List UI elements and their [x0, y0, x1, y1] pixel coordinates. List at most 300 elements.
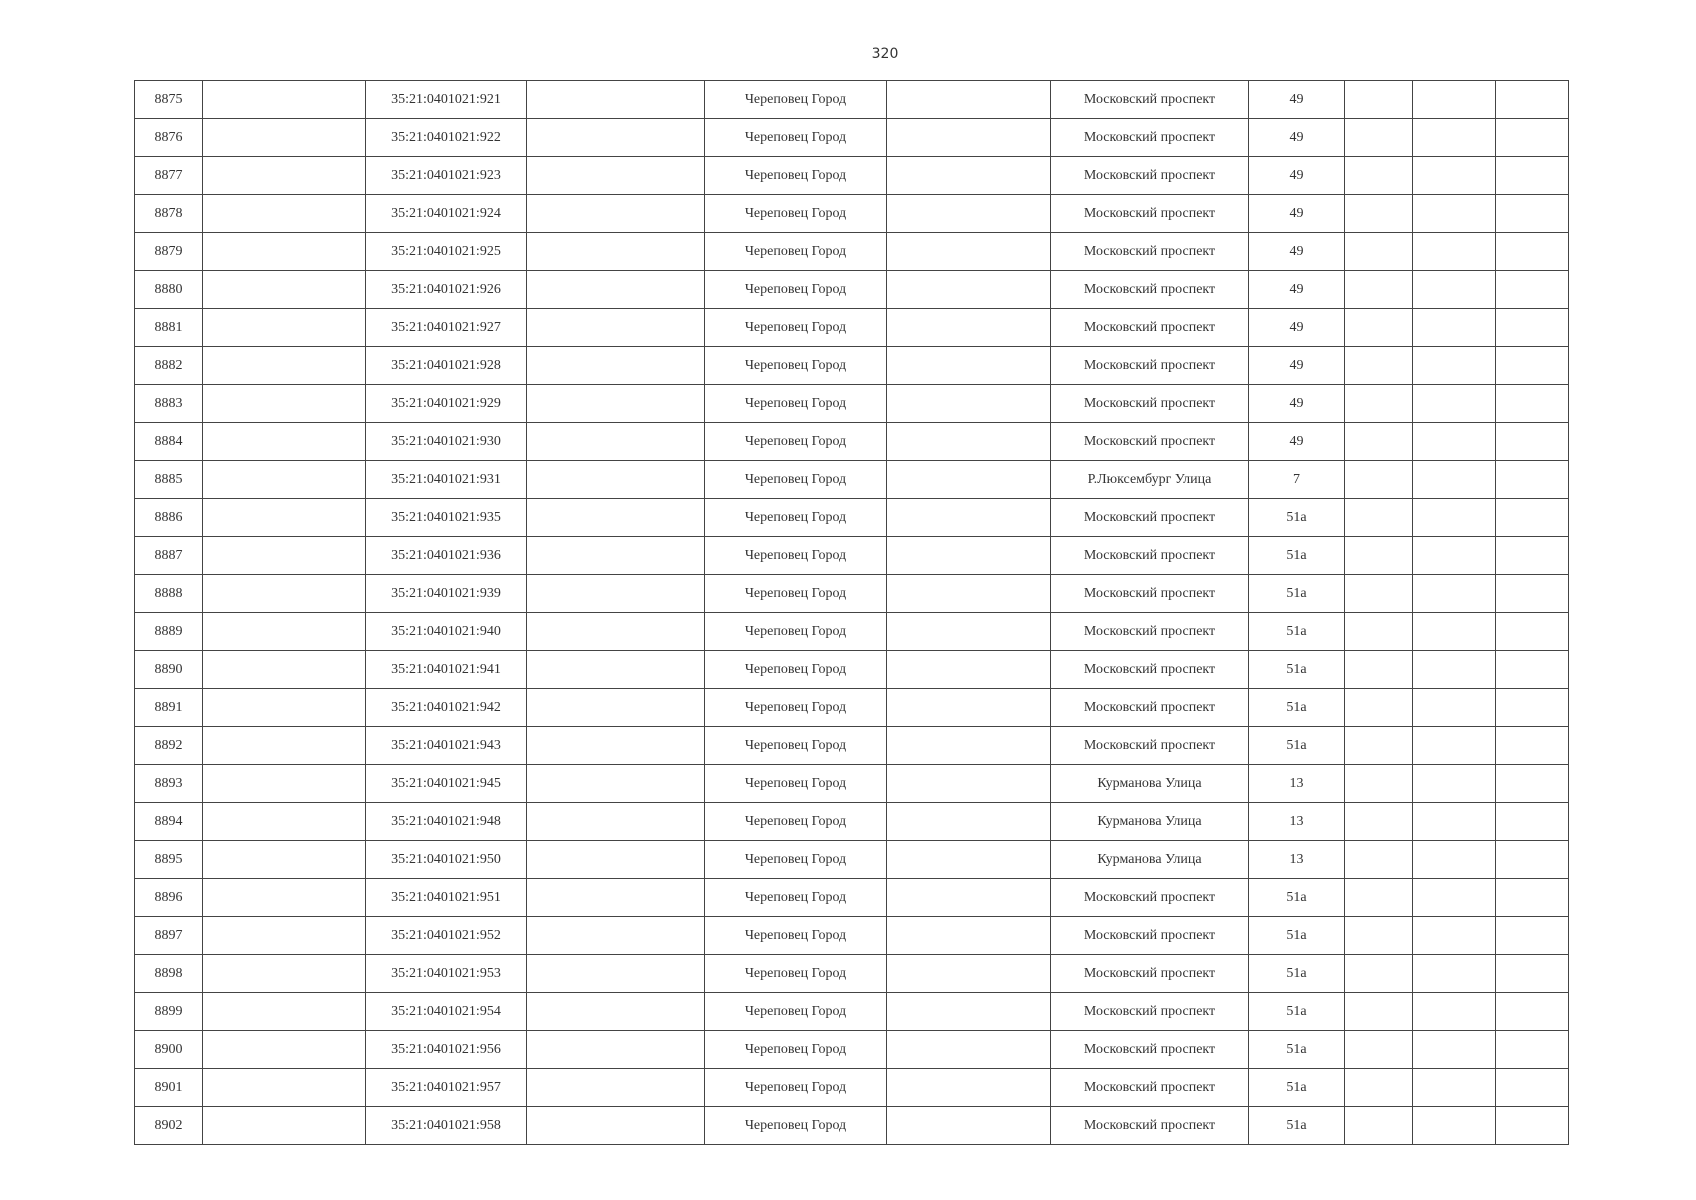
empty-cell: [527, 157, 705, 195]
cadastral-number-cell: 35:21:0401021:958: [366, 1107, 527, 1145]
empty-cell: [1496, 347, 1569, 385]
empty-cell: [1496, 727, 1569, 765]
empty-cell: [1496, 423, 1569, 461]
cadastral-number-cell: 35:21:0401021:928: [366, 347, 527, 385]
empty-cell: [203, 575, 366, 613]
house-number-cell: 51а: [1249, 1031, 1345, 1069]
street-cell: Московский проспект: [1051, 309, 1249, 347]
city-cell: Череповец Город: [705, 81, 887, 119]
empty-cell: [1413, 841, 1496, 879]
empty-cell: [527, 765, 705, 803]
street-cell: Московский проспект: [1051, 651, 1249, 689]
empty-cell: [887, 765, 1051, 803]
table-row: [135, 727, 1569, 765]
empty-cell: [1496, 119, 1569, 157]
street-cell: Московский проспект: [1051, 499, 1249, 537]
empty-cell: [527, 233, 705, 271]
empty-cell: [1413, 233, 1496, 271]
house-number-cell: 51а: [1249, 499, 1345, 537]
row-number-cell: 8884: [135, 423, 203, 461]
empty-cell: [1345, 879, 1413, 917]
empty-cell: [203, 385, 366, 423]
house-number-cell: 7: [1249, 461, 1345, 499]
house-number-cell: 49: [1249, 309, 1345, 347]
empty-cell: [1345, 689, 1413, 727]
street-cell: Московский проспект: [1051, 1069, 1249, 1107]
house-number-cell: 49: [1249, 233, 1345, 271]
city-cell: Череповец Город: [705, 575, 887, 613]
page-number: 320: [871, 46, 899, 62]
table-row: [135, 651, 1569, 689]
row-number-cell: 8883: [135, 385, 203, 423]
street-cell: Московский проспект: [1051, 347, 1249, 385]
row-number-cell: 8896: [135, 879, 203, 917]
empty-cell: [203, 1069, 366, 1107]
table-row: [135, 841, 1569, 879]
empty-cell: [1413, 765, 1496, 803]
street-cell: Московский проспект: [1051, 385, 1249, 423]
empty-cell: [1496, 1107, 1569, 1145]
empty-cell: [1345, 613, 1413, 651]
empty-cell: [527, 537, 705, 575]
city-cell: Череповец Город: [705, 1069, 887, 1107]
empty-cell: [1345, 461, 1413, 499]
cadastral-number-cell: 35:21:0401021:935: [366, 499, 527, 537]
empty-cell: [1496, 195, 1569, 233]
empty-cell: [1413, 993, 1496, 1031]
empty-cell: [203, 955, 366, 993]
empty-cell: [527, 347, 705, 385]
house-number-cell: 51а: [1249, 537, 1345, 575]
empty-cell: [1496, 81, 1569, 119]
registry-table-body: [135, 81, 1569, 1145]
empty-cell: [1345, 195, 1413, 233]
cadastral-number-cell: 35:21:0401021:931: [366, 461, 527, 499]
city-cell: Череповец Город: [705, 1107, 887, 1145]
empty-cell: [887, 613, 1051, 651]
empty-cell: [1496, 461, 1569, 499]
row-number-cell: 8878: [135, 195, 203, 233]
empty-cell: [1345, 233, 1413, 271]
cadastral-number-cell: 35:21:0401021:943: [366, 727, 527, 765]
cadastral-number-cell: 35:21:0401021:929: [366, 385, 527, 423]
empty-cell: [203, 993, 366, 1031]
empty-cell: [527, 461, 705, 499]
cadastral-number-cell: 35:21:0401021:952: [366, 917, 527, 955]
empty-cell: [527, 575, 705, 613]
empty-cell: [203, 613, 366, 651]
city-cell: Череповец Город: [705, 803, 887, 841]
empty-cell: [1496, 575, 1569, 613]
house-number-cell: 49: [1249, 271, 1345, 309]
empty-cell: [1413, 613, 1496, 651]
empty-cell: [1496, 613, 1569, 651]
city-cell: Череповец Город: [705, 879, 887, 917]
empty-cell: [887, 955, 1051, 993]
table-row: [135, 955, 1569, 993]
street-cell: Московский проспект: [1051, 689, 1249, 727]
house-number-cell: 49: [1249, 157, 1345, 195]
cadastral-number-cell: 35:21:0401021:951: [366, 879, 527, 917]
empty-cell: [1345, 423, 1413, 461]
empty-cell: [1496, 233, 1569, 271]
table-row: [135, 195, 1569, 233]
empty-cell: [1413, 917, 1496, 955]
empty-cell: [527, 1031, 705, 1069]
empty-cell: [887, 1069, 1051, 1107]
street-cell: Московский проспект: [1051, 955, 1249, 993]
row-number-cell: 8888: [135, 575, 203, 613]
row-number-cell: 8898: [135, 955, 203, 993]
street-cell: Московский проспект: [1051, 727, 1249, 765]
row-number-cell: 8889: [135, 613, 203, 651]
empty-cell: [1413, 575, 1496, 613]
street-cell: Московский проспект: [1051, 993, 1249, 1031]
empty-cell: [1496, 955, 1569, 993]
city-cell: Череповец Город: [705, 233, 887, 271]
empty-cell: [1345, 575, 1413, 613]
table-row: [135, 917, 1569, 955]
table-row: [135, 81, 1569, 119]
empty-cell: [203, 727, 366, 765]
empty-cell: [1413, 385, 1496, 423]
empty-cell: [203, 195, 366, 233]
street-cell: Московский проспект: [1051, 233, 1249, 271]
empty-cell: [1496, 689, 1569, 727]
cadastral-number-cell: 35:21:0401021:926: [366, 271, 527, 309]
empty-cell: [1413, 157, 1496, 195]
empty-cell: [1496, 1031, 1569, 1069]
empty-cell: [1496, 917, 1569, 955]
empty-cell: [887, 157, 1051, 195]
empty-cell: [1413, 1031, 1496, 1069]
empty-cell: [527, 803, 705, 841]
empty-cell: [887, 461, 1051, 499]
cadastral-number-cell: 35:21:0401021:924: [366, 195, 527, 233]
empty-cell: [1413, 879, 1496, 917]
empty-cell: [1496, 385, 1569, 423]
empty-cell: [887, 651, 1051, 689]
empty-cell: [203, 461, 366, 499]
house-number-cell: 49: [1249, 385, 1345, 423]
city-cell: Череповец Город: [705, 461, 887, 499]
table-row: [135, 233, 1569, 271]
empty-cell: [1345, 499, 1413, 537]
house-number-cell: 13: [1249, 841, 1345, 879]
table-row: [135, 537, 1569, 575]
empty-cell: [887, 1107, 1051, 1145]
row-number-cell: 8893: [135, 765, 203, 803]
row-number-cell: 8894: [135, 803, 203, 841]
cadastral-number-cell: 35:21:0401021:927: [366, 309, 527, 347]
row-number-cell: 8877: [135, 157, 203, 195]
house-number-cell: 51а: [1249, 955, 1345, 993]
table-row: [135, 461, 1569, 499]
empty-cell: [527, 955, 705, 993]
empty-cell: [1496, 993, 1569, 1031]
empty-cell: [203, 917, 366, 955]
empty-cell: [527, 271, 705, 309]
street-cell: Московский проспект: [1051, 879, 1249, 917]
empty-cell: [1345, 1069, 1413, 1107]
table-row: [135, 1031, 1569, 1069]
empty-cell: [1496, 157, 1569, 195]
row-number-cell: 8895: [135, 841, 203, 879]
row-number-cell: 8892: [135, 727, 203, 765]
table-row: [135, 803, 1569, 841]
empty-cell: [887, 271, 1051, 309]
empty-cell: [887, 385, 1051, 423]
table-row: [135, 309, 1569, 347]
empty-cell: [203, 499, 366, 537]
empty-cell: [527, 195, 705, 233]
row-number-cell: 8887: [135, 537, 203, 575]
table-row: [135, 613, 1569, 651]
street-cell: Московский проспект: [1051, 1031, 1249, 1069]
empty-cell: [203, 309, 366, 347]
empty-cell: [887, 81, 1051, 119]
row-number-cell: 8881: [135, 309, 203, 347]
row-number-cell: 8902: [135, 1107, 203, 1145]
house-number-cell: 51а: [1249, 917, 1345, 955]
house-number-cell: 49: [1249, 423, 1345, 461]
empty-cell: [1413, 81, 1496, 119]
empty-cell: [887, 233, 1051, 271]
empty-cell: [1496, 765, 1569, 803]
city-cell: Череповец Город: [705, 841, 887, 879]
empty-cell: [203, 1031, 366, 1069]
row-number-cell: 8890: [135, 651, 203, 689]
cadastral-number-cell: 35:21:0401021:948: [366, 803, 527, 841]
house-number-cell: 51а: [1249, 575, 1345, 613]
street-cell: Московский проспект: [1051, 81, 1249, 119]
empty-cell: [203, 81, 366, 119]
empty-cell: [1345, 765, 1413, 803]
empty-cell: [203, 537, 366, 575]
empty-cell: [527, 309, 705, 347]
city-cell: Череповец Город: [705, 499, 887, 537]
table-row: [135, 993, 1569, 1031]
house-number-cell: 51а: [1249, 1107, 1345, 1145]
empty-cell: [527, 727, 705, 765]
empty-cell: [1345, 309, 1413, 347]
empty-cell: [1413, 803, 1496, 841]
empty-cell: [527, 499, 705, 537]
empty-cell: [1496, 879, 1569, 917]
empty-cell: [1345, 993, 1413, 1031]
cadastral-number-cell: 35:21:0401021:953: [366, 955, 527, 993]
table-row: [135, 879, 1569, 917]
empty-cell: [203, 423, 366, 461]
empty-cell: [1413, 651, 1496, 689]
row-number-cell: 8885: [135, 461, 203, 499]
row-number-cell: 8882: [135, 347, 203, 385]
street-cell: Московский проспект: [1051, 1107, 1249, 1145]
empty-cell: [1413, 1107, 1496, 1145]
street-cell: Курманова Улица: [1051, 841, 1249, 879]
empty-cell: [887, 309, 1051, 347]
empty-cell: [527, 613, 705, 651]
city-cell: Череповец Город: [705, 651, 887, 689]
house-number-cell: 49: [1249, 347, 1345, 385]
city-cell: Череповец Город: [705, 347, 887, 385]
cadastral-number-cell: 35:21:0401021:954: [366, 993, 527, 1031]
row-number-cell: 8879: [135, 233, 203, 271]
empty-cell: [1345, 537, 1413, 575]
row-number-cell: 8899: [135, 993, 203, 1031]
city-cell: Череповец Город: [705, 613, 887, 651]
empty-cell: [527, 651, 705, 689]
empty-cell: [887, 689, 1051, 727]
city-cell: Череповец Город: [705, 765, 887, 803]
empty-cell: [527, 119, 705, 157]
cadastral-number-cell: 35:21:0401021:925: [366, 233, 527, 271]
empty-cell: [527, 1069, 705, 1107]
empty-cell: [887, 499, 1051, 537]
city-cell: Череповец Город: [705, 309, 887, 347]
street-cell: Курманова Улица: [1051, 765, 1249, 803]
cadastral-number-cell: 35:21:0401021:957: [366, 1069, 527, 1107]
empty-cell: [1496, 803, 1569, 841]
empty-cell: [1345, 347, 1413, 385]
empty-cell: [1413, 727, 1496, 765]
empty-cell: [1345, 803, 1413, 841]
empty-cell: [1496, 651, 1569, 689]
empty-cell: [527, 841, 705, 879]
empty-cell: [1345, 841, 1413, 879]
house-number-cell: 51а: [1249, 651, 1345, 689]
table-row: [135, 1107, 1569, 1145]
house-number-cell: 13: [1249, 765, 1345, 803]
empty-cell: [1413, 689, 1496, 727]
empty-cell: [203, 803, 366, 841]
empty-cell: [1413, 955, 1496, 993]
empty-cell: [1413, 195, 1496, 233]
street-cell: Московский проспект: [1051, 195, 1249, 233]
city-cell: Череповец Город: [705, 689, 887, 727]
empty-cell: [1496, 841, 1569, 879]
empty-cell: [887, 195, 1051, 233]
empty-cell: [203, 765, 366, 803]
empty-cell: [1345, 1031, 1413, 1069]
empty-cell: [887, 879, 1051, 917]
empty-cell: [887, 993, 1051, 1031]
empty-cell: [1345, 157, 1413, 195]
city-cell: Череповец Город: [705, 195, 887, 233]
city-cell: Череповец Город: [705, 727, 887, 765]
cadastral-number-cell: 35:21:0401021:950: [366, 841, 527, 879]
city-cell: Череповец Город: [705, 917, 887, 955]
cadastral-number-cell: 35:21:0401021:940: [366, 613, 527, 651]
empty-cell: [887, 423, 1051, 461]
house-number-cell: 49: [1249, 81, 1345, 119]
empty-cell: [527, 993, 705, 1031]
cadastral-number-cell: 35:21:0401021:942: [366, 689, 527, 727]
empty-cell: [1413, 1069, 1496, 1107]
street-cell: Московский проспект: [1051, 613, 1249, 651]
empty-cell: [1345, 727, 1413, 765]
house-number-cell: 51а: [1249, 689, 1345, 727]
house-number-cell: 49: [1249, 119, 1345, 157]
empty-cell: [887, 537, 1051, 575]
city-cell: Череповец Город: [705, 1031, 887, 1069]
empty-cell: [887, 841, 1051, 879]
empty-cell: [527, 879, 705, 917]
table-row: [135, 1069, 1569, 1107]
empty-cell: [1496, 1069, 1569, 1107]
street-cell: Московский проспект: [1051, 271, 1249, 309]
table-row: [135, 347, 1569, 385]
cadastral-number-cell: 35:21:0401021:923: [366, 157, 527, 195]
street-cell: Московский проспект: [1051, 423, 1249, 461]
house-number-cell: 51а: [1249, 993, 1345, 1031]
house-number-cell: 51а: [1249, 727, 1345, 765]
empty-cell: [887, 727, 1051, 765]
cadastral-number-cell: 35:21:0401021:922: [366, 119, 527, 157]
empty-cell: [203, 841, 366, 879]
empty-cell: [1345, 81, 1413, 119]
registry-table: [134, 80, 1569, 1145]
empty-cell: [887, 575, 1051, 613]
city-cell: Череповец Город: [705, 157, 887, 195]
table-row: [135, 119, 1569, 157]
cadastral-number-cell: 35:21:0401021:939: [366, 575, 527, 613]
house-number-cell: 51а: [1249, 879, 1345, 917]
empty-cell: [203, 689, 366, 727]
house-number-cell: 51а: [1249, 613, 1345, 651]
empty-cell: [1345, 119, 1413, 157]
table-row: [135, 575, 1569, 613]
table-row: [135, 157, 1569, 195]
empty-cell: [527, 689, 705, 727]
empty-cell: [1496, 309, 1569, 347]
street-cell: Московский проспект: [1051, 537, 1249, 575]
table-row: [135, 765, 1569, 803]
empty-cell: [1413, 537, 1496, 575]
empty-cell: [1345, 955, 1413, 993]
empty-cell: [1345, 651, 1413, 689]
city-cell: Череповец Город: [705, 271, 887, 309]
empty-cell: [887, 917, 1051, 955]
empty-cell: [527, 423, 705, 461]
table-row: [135, 271, 1569, 309]
empty-cell: [203, 271, 366, 309]
row-number-cell: 8886: [135, 499, 203, 537]
cadastral-number-cell: 35:21:0401021:936: [366, 537, 527, 575]
cadastral-number-cell: 35:21:0401021:945: [366, 765, 527, 803]
row-number-cell: 8876: [135, 119, 203, 157]
empty-cell: [1345, 917, 1413, 955]
empty-cell: [887, 803, 1051, 841]
row-number-cell: 8901: [135, 1069, 203, 1107]
empty-cell: [203, 157, 366, 195]
empty-cell: [887, 119, 1051, 157]
row-number-cell: 8891: [135, 689, 203, 727]
empty-cell: [1496, 537, 1569, 575]
cadastral-number-cell: 35:21:0401021:941: [366, 651, 527, 689]
empty-cell: [1413, 499, 1496, 537]
empty-cell: [527, 1107, 705, 1145]
empty-cell: [1413, 271, 1496, 309]
empty-cell: [1345, 1107, 1413, 1145]
city-cell: Череповец Город: [705, 537, 887, 575]
row-number-cell: 8875: [135, 81, 203, 119]
empty-cell: [1496, 271, 1569, 309]
empty-cell: [527, 917, 705, 955]
empty-cell: [1413, 119, 1496, 157]
house-number-cell: 13: [1249, 803, 1345, 841]
empty-cell: [527, 385, 705, 423]
